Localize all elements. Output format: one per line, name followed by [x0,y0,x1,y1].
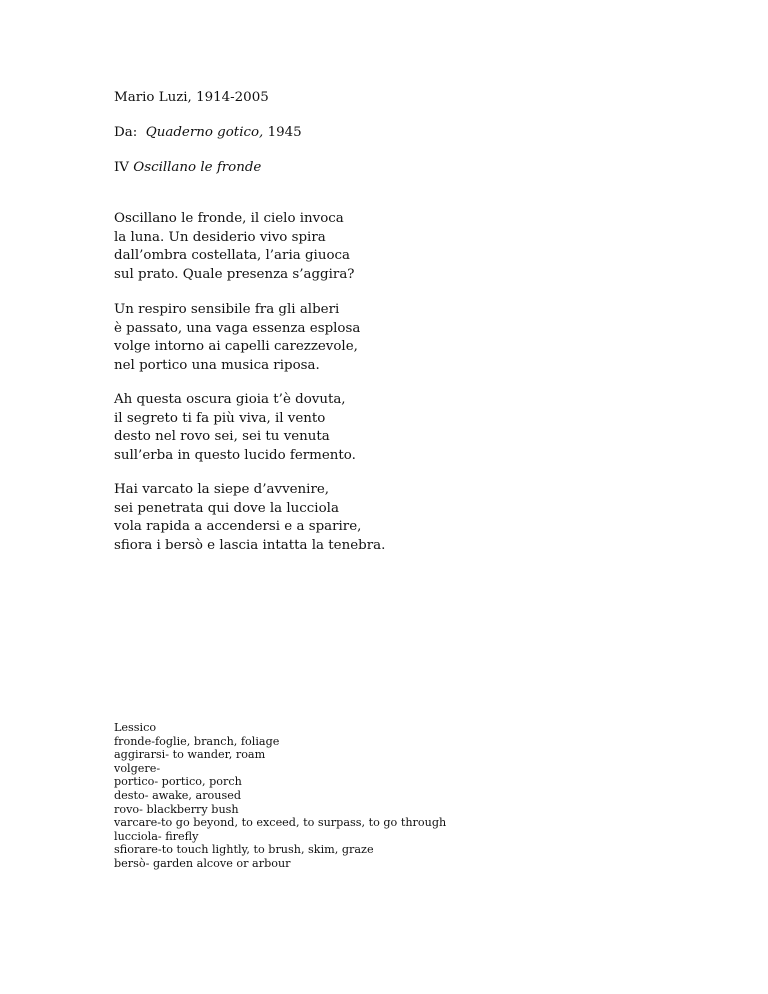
poem-line: è passato, una vaga essenza esplosa [114,320,361,336]
poem-line: Hai varcato la siepe d’avvenire, [114,482,330,497]
author-line: Mario Luzi, 1914-2005 [114,90,269,105]
glossary-entry: desto- awake, aroused [114,788,242,802]
glossary-heading: Lessico [114,721,157,734]
poem-line: il segreto ti fa più viva, il vento [114,410,326,426]
poem-line: vola rapida a accendersi e a sparire, [114,519,362,534]
poem-line: Oscillano le fronde, il cielo invoca [114,211,344,226]
glossary [114,721,446,871]
source-line [114,124,302,142]
source-title: Quaderno gotico, [145,125,264,140]
poem-line: sull’erba in questo lucido fermento. [114,447,356,463]
stanza-3 [114,391,356,465]
poem-line: la luna. Un desiderio vivo spira [114,229,326,245]
poem-title: Oscillano le fronde [133,160,262,175]
glossary-entry: volgere- [114,761,161,775]
source-year: 1945 [267,125,302,140]
glossary-entry: varcare-to go beyond, to exceed, to surpass, to go through [114,816,447,830]
glossary-entry: sfiorare-to touch lightly, to brush, skim, graze [114,843,374,857]
poem-line: Ah questa oscura gioia t’è dovuta, [114,392,346,407]
poem-line: desto nel rovo sei, sei tu venuta [114,429,330,444]
stanza-2 [114,301,360,375]
glossary-entry: rovo- blackberry bush [114,802,239,816]
poem-line: dall’ombra costellata, l’aria giuoca [114,248,350,263]
glossary-entry: fronde-foglie, branch, foliage [114,734,280,748]
poem-line: nel portico una musica riposa. [114,357,320,373]
glossary-entry: lucciola- firefly [114,829,199,843]
poem-line: sul prato. Quale presenza s’aggira? [114,266,355,282]
glossary-entry: aggirarsi- to wander, roam [114,748,266,762]
glossary-entry: portico- portico, porch [114,775,242,789]
stanza-1 [114,210,354,284]
poem-number: IV [114,160,129,175]
glossary-entry: bersò- garden alcove or arbour [114,856,291,870]
poem-line: Un respiro sensibile fra gli alberi [114,302,340,317]
poem-title-line [114,159,261,177]
poem-line: sei penetrata qui dove la lucciola [114,500,339,516]
stanza-4 [114,481,385,555]
poem-line: sfiora i bersò e lascia intatta la tenebra. [114,537,386,553]
poem-line: volge intorno ai capelli carezzevole, [114,339,358,354]
source-prefix: Da: [114,125,138,140]
